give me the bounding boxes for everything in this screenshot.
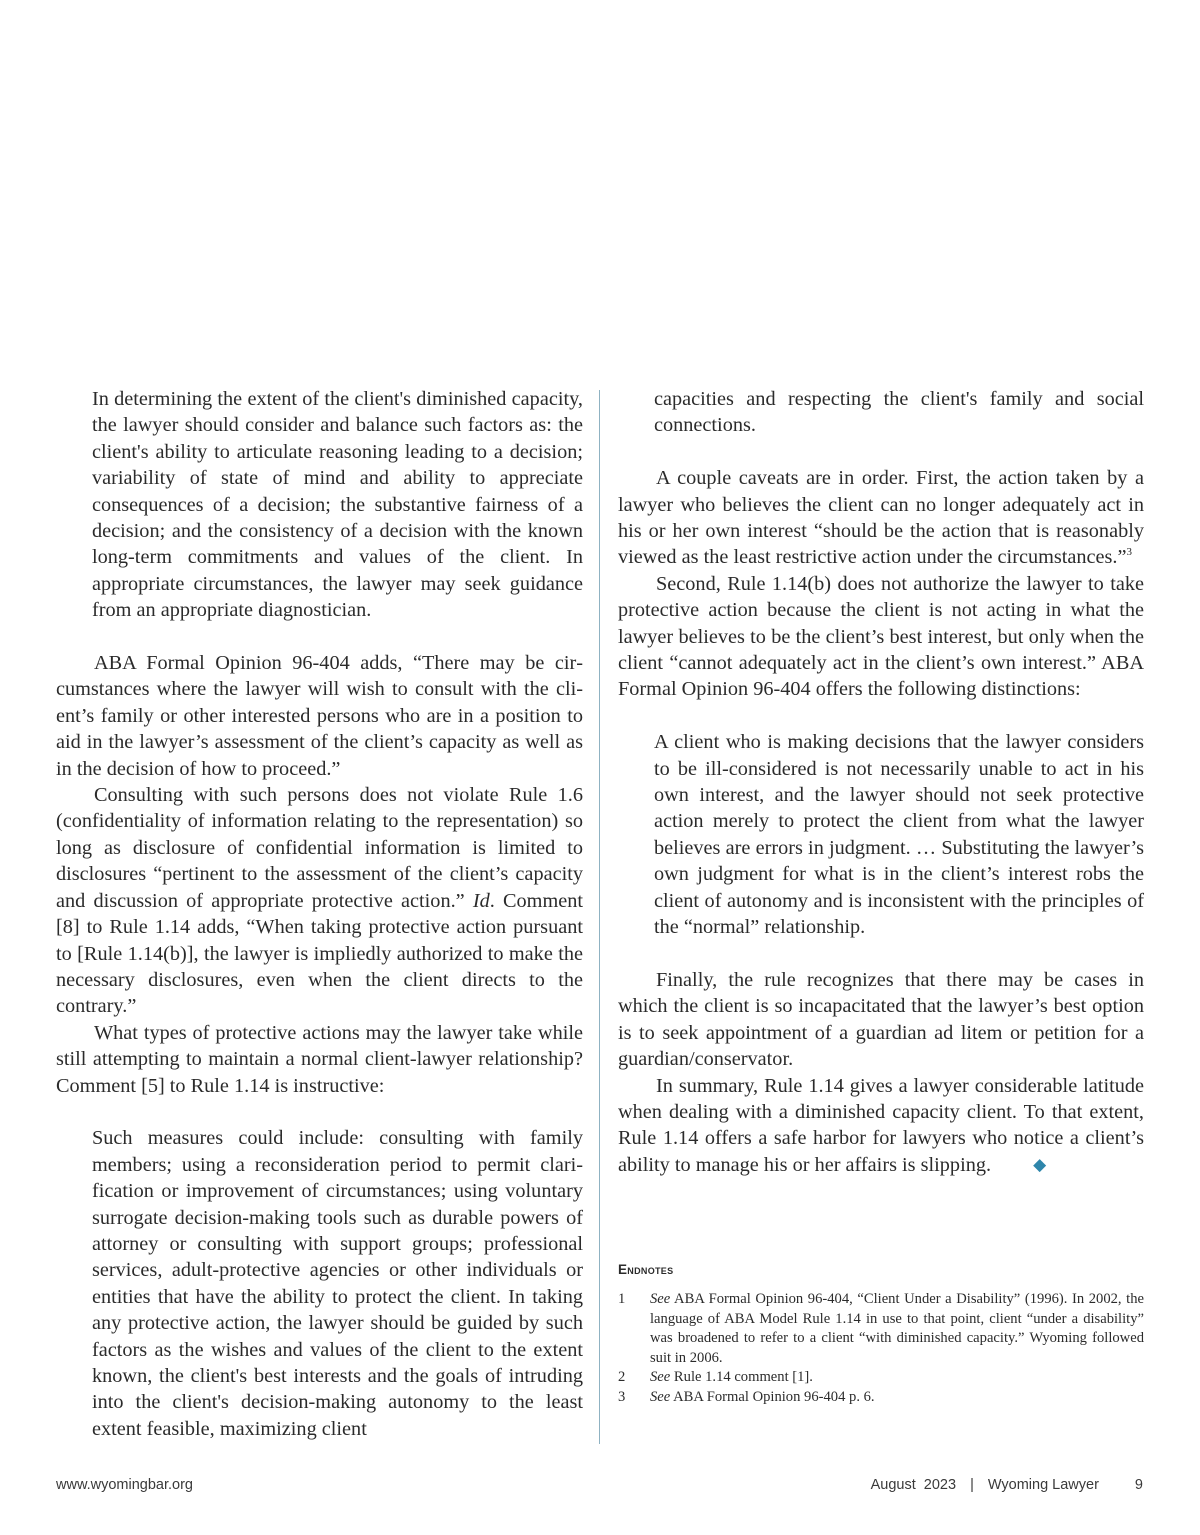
footer-issue-date: August 2023 (870, 1477, 957, 1493)
endnotes-heading: Endnotes (618, 1262, 674, 1277)
paragraph-finally: Finally, the rule recognizes that there may be cases in which the client is so incapacitated that the lawyer’s best option is to seek appointment of a guardian ad litem or petition for a guardian/conservator. (618, 968, 1144, 1071)
paragraph-aba-opinion: ABA Formal Opinion 96-404 adds, “There may be circumstances where the lawyer will wish to consult with the client’s family or other interested persons who are in a position to aid in the lawyer’s assessment of the client’s capacity as well as in the decision of how to proceed.” (56, 652, 583, 780)
block-quote-distinctions: A client who is making decisions that the lawyer considers to be ill-considered is not necessarily unable to act in his own interest, and the lawyer should not seek protective action merely to protect the client from what the lawyer believes are errors in judgment. … Substituting the lawyer’s own judgment for what is in the client’s interest robs the client of autonomy and is inconsistent with the principles of the “normal” relationship. (654, 731, 1144, 939)
endnote-see: See (650, 1291, 671, 1307)
endnote-body: Rule 1.14 comment [1]. (670, 1369, 813, 1385)
paragraph-protective-actions: What types of protective actions may the lawyer take while still attempting to maintain a normal client-lawyer relationship? Comment [5] to Rule 1.14 is instructive: (56, 1021, 583, 1097)
endnote-item (618, 1290, 1144, 1368)
block-quote-capacity-factors: In determining the extent of the client's diminished capacity, the lawyer should consider and balance such factors as: the client's ability to articulate reasoning leading to a decision; variability of state of mind and ability to appreciate consequences of a decision; the substantive fairness of a decision; and the consistency of a decision with the known long-term commitments and values of the client. In appropriate circumstances, the lawyer may seek guidance from an appropriate diagnostician. (92, 388, 583, 622)
endnote-number: 1 (618, 1291, 626, 1307)
block-quote-comment-5: Such measures could include: consulting with family members; using a reconsideration period to permit clarification or improvement of circumstances; using voluntary surrogate decision-making tools such as durable powers of attorney or consulting with support groups; professional services, adult-protective agencies or other individuals or entities that have the ability to protect the client. In taking any protective action, the lawyer should be guided by such factors as the wishes and values of the client to the extent known, the client's best interests and the goals of intruding into the client's decision-making autonomy to the least extent feasible, maximizing client (92, 1127, 583, 1440)
endnote-text (650, 1388, 1144, 1408)
left-column (56, 386, 583, 1442)
endnote-number: 2 (618, 1369, 626, 1385)
paragraph-summary (618, 1073, 1144, 1179)
column-divider (599, 390, 600, 1444)
paragraph-consulting (56, 782, 583, 1020)
endnotes-list (618, 1290, 1144, 1407)
right-column (618, 386, 1144, 1178)
footer-separator: | (970, 1477, 974, 1493)
paragraph-caveats-text: A couple caveats are in order. First, the action taken by a lawyer who believes the client can no longer adequately act in his or her own interest “should be the action that is reasonably viewed as the least restrictive action under the circumstances.” (618, 467, 1144, 569)
endnote-see: See (650, 1388, 671, 1405)
footer-website-link[interactable]: www.wyomingbar.org (56, 1477, 193, 1493)
endnote-item (618, 1368, 1144, 1388)
paragraph-summary-text: In summary, Rule 1.14 gives a lawyer considerable latitude when dealing with a diminished capacity client. To that extent, Rule 1.14 offers a safe harbor for lawyers who notice a client’s ability to manage his or her affairs is slipping. (618, 1074, 1144, 1176)
endnote-number: 3 (618, 1388, 626, 1405)
endnote-text (650, 1290, 1144, 1368)
endnote-body: ABA Formal Opinion 96-404 p. 6. (670, 1388, 875, 1405)
paragraph-consulting-text-2: . Comment [8] to Rule 1.14 adds, “When taking protective action pursuant to [Rule 1.14(b)], the lawyer is impliedly authorized to make the necessary disclosures, even when the client directs to the contrary.” (56, 889, 583, 1018)
block-quote-continuation: capacities and respecting the client's family and social connections. (654, 388, 1144, 437)
page-number: 9 (1134, 1477, 1143, 1493)
paragraph-consulting-text-1: Consulting with such persons does not violate Rule 1.6 (confidentiality of information relating to the representation) so long as disclosure of confidential information is limited to disclosures “pertinent to the assessment of the client’s capacity and discussion of appropriate protective action.” (56, 784, 583, 912)
endnote-see: See (650, 1369, 671, 1385)
paragraph-second-caveat: Second, Rule 1.14(b) does not authorize the lawyer to take protective action because the client is not acting in what the lawyer believes to be the client’s best interest, but only when the client “cannot adequately act in the client’s own interest.” ABA Formal Opinion 96-404 offers the following distinctions: (618, 572, 1144, 701)
end-mark-diamond-icon: ◆ (1033, 1154, 1047, 1175)
id-citation: Id (472, 889, 490, 912)
endnote-ref-3: 3 (1126, 546, 1133, 559)
paragraph-caveats (618, 465, 1144, 571)
endnote-item (618, 1388, 1144, 1408)
footer-issue-info (871, 1477, 1143, 1493)
endnote-text (650, 1368, 1144, 1388)
footer-publication-name: Wyoming Lawyer (987, 1477, 1099, 1493)
endnote-body: ABA Formal Opinion 96-404, “Client Under a Disability” (1996). In 2002, the language of ABA Model Rule 1.14 in use to that point, client “under a disability” was broadened to refer to a client “with diminished capacity.” Wyoming followed suit in 2006. (650, 1291, 1144, 1366)
